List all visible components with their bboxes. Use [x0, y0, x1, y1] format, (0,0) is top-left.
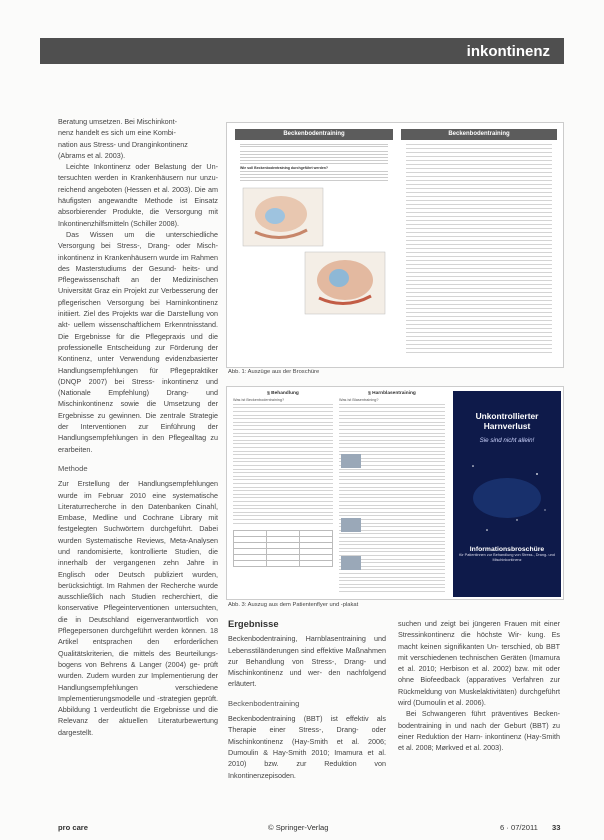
text-line: vergangenen zehn Jahre in Englisch oder: [58, 558, 218, 579]
poster: [453, 391, 561, 597]
text-line: Inkontinenzepisoden.: [228, 770, 296, 780]
text-line: Das Wissen um die unterschiedliche: [66, 229, 218, 239]
header-bar: [40, 38, 564, 64]
text-line: Versorgung bei Stress-, Drang- oder Misch-: [58, 241, 218, 251]
text-line: technischen Geräten (Imamura et al.: [398, 652, 560, 674]
page-number: 33: [552, 823, 561, 832]
intro-text: [58, 116, 218, 161]
flyer-panel-2: [339, 391, 445, 597]
text-line: inkontinenz in Krankenhäusern wurde im: [58, 252, 189, 262]
text-line: Reviews, Meta-Analysen und randomisierte,: [58, 535, 218, 556]
intro-line: (Abrams et al. 2003).: [58, 150, 126, 160]
text-line: inkontinenz (Hay-Smith et al. 2008;: [398, 731, 560, 753]
text-line: Die zentrale Strategie der Interventionen: [58, 410, 218, 432]
text-line: Beckenbodentraining, Harnblasentraining: [228, 634, 366, 644]
figure-1: [226, 122, 564, 368]
flyer-col1-title: § Behandlung: [267, 391, 299, 396]
text-line: tersuchten werden in Krankenhäusern nur unzu-: [58, 173, 218, 183]
flyer-photo: [341, 556, 361, 570]
text-line: reichend angeboten (Hessen et al. 2003). Die am: [58, 184, 218, 194]
text-line: als Therapie einer Stress-, Drang- oder: [228, 714, 386, 735]
figure-1-right-panel: [401, 129, 557, 361]
text-line: Umsetzung der Ergebnisse zu gewinnen.: [58, 399, 218, 420]
text-line: 18 Artikel entsprachen den erforderlichen: [58, 626, 218, 647]
text-line: Maßnahmen zur Behandlung von Stress-,: [228, 645, 386, 666]
paragraph: [398, 618, 560, 708]
text-line: Pflegepersonen durchgeführt werden können.: [58, 626, 207, 636]
text-line: evidenzbasierter Handlungsempfehlungen für: [58, 354, 218, 375]
text-line: Literaturbewertung dargestellt.: [58, 716, 218, 737]
text-line: Förderung der Kontinenz, unter Verwendung: [58, 342, 218, 364]
figure-1-left-title: Beckenbodentraining: [235, 129, 393, 140]
text-line: häufigsten angewandte Methode ist Einsatz: [58, 196, 218, 206]
text-line: ohne Biofeedback (apparatives Verfahren: [398, 675, 544, 685]
flyer-col2-title: § Harnblasentraining: [368, 391, 416, 396]
text-line: kontrollierte Studien, die innerhalb der: [58, 546, 218, 568]
poster-info-title: Informationsbroschüre: [469, 546, 545, 553]
poster-title-line: Unkontrollierter: [475, 411, 539, 421]
left-column: [58, 116, 218, 816]
text-line: zur Verbesserung der pflegerischen: [58, 286, 218, 307]
text-line: terschied, ob BBT mit verschiedenen: [398, 641, 560, 662]
flyer-photo: [341, 518, 361, 532]
text-line: et al. 2010) bzw. zur Reduktion von: [228, 747, 386, 769]
paragraph: [398, 708, 560, 753]
text-line: zur Rückmeldung von Muskelaktivitäten): [398, 675, 560, 696]
text-line: Deutschland eigenverantwortlich von: [88, 614, 218, 624]
figure-1-left-subtitle: Wie soll Beckenbodentraining durchgeführt werden?: [240, 166, 329, 170]
text-line: bogens von Behrens & Langer (2004) ge-: [58, 659, 200, 669]
text-line: Versorgung bei Harninkontinenz initiiert. Ziel: [58, 297, 218, 319]
anatomy-illustration: [235, 182, 393, 332]
footer-publisher: © Springer-Verlag: [268, 823, 329, 832]
text-line: Im Rahmen der Recherche wurde ausschließlich: [58, 580, 218, 602]
text-line: Dumoulin & Hay-Smith 2010; Imamura: [228, 747, 363, 757]
text-line: Beckenbodentraining (BBT) ist effektiv: [228, 714, 369, 724]
text-line: (BBT) zu einer Reduktion der Harn-: [398, 720, 560, 741]
text-line: einer Stressinkontinenz die höchste Wir-: [398, 619, 560, 640]
intro-line: nenz handelt es sich um eine Kombi-: [58, 128, 176, 138]
poster-tagline: Sie sind nicht allein!: [479, 437, 535, 444]
methods-heading: Methode: [58, 463, 88, 473]
figure-1-caption: Abb. 1: Auszüge aus der Broschüre: [228, 369, 320, 375]
figure-2: [226, 386, 564, 600]
text-line: kung. Es macht keinen signifikanten Un-: [398, 630, 560, 651]
text-line: Ergebnisse und die Relevanz der aktuellen: [58, 705, 218, 726]
text-line: bodentraining in und nach der Geburt: [398, 720, 527, 730]
text-line: und Lebensstiländerungen sind effektive: [228, 634, 386, 655]
text-line: durchgeführt wird (Dumoulin et al. 2006).: [398, 686, 560, 708]
bladder-diary-table: [233, 530, 333, 567]
text-line: heits- und Pflegewissenschaft an der: [58, 263, 218, 285]
subheading: Beckenbodentraining: [228, 698, 300, 708]
text-line: Mørkved et al. 2003).: [435, 743, 504, 753]
figure-2-caption: Abb. 3: Auszug aus dem Patientenflyer und -plakat: [228, 602, 359, 608]
text-line: die professionelle Entscheidung zur: [58, 331, 218, 352]
text-line: Pflegeinterventionen untersuchten, die in: [58, 603, 218, 624]
text-line: Library mit festgelegten Suchwörtern: [58, 513, 218, 534]
poster-starfield-graphic: [453, 450, 561, 546]
flyer-panel-1: [233, 391, 333, 597]
text-line: in den Pflegealltag zu erarbeiten.: [58, 433, 218, 454]
text-line: suchen und zeigt bei jüngeren Frauen mit: [398, 619, 541, 628]
text-line: uellem wissenschaftlichem Erkenntnisstand. Die: [58, 320, 218, 341]
intro-line: Beratung umsetzen. Bei Mischinkont-: [58, 117, 178, 126]
text-line: Pflegepraktiker (DNQP 2007) bei Stress-: [58, 365, 218, 386]
text-line: prüft wurden. Zudem wurden zur Implementierung: [58, 659, 218, 681]
text-line: wurde im Februar 2010 eine systematische: [58, 490, 218, 500]
text-line: Cinahl, Embase, Medline und Cochrane: [58, 501, 218, 523]
paragraph: [58, 161, 218, 229]
results-column: [228, 618, 386, 818]
poster-title: [453, 411, 561, 431]
paragraph: [58, 478, 218, 738]
paragraph: [58, 229, 218, 455]
text-line: Drang- und Mischinkontinenz und wer-: [228, 656, 386, 678]
text-line: absorbierender Produkte, die Versorgung: [58, 207, 203, 217]
text-line: Zur Erstellung der Handlungsempfehlungen: [58, 479, 218, 489]
text-line: Medizinischen Universität Graz ein Projekt: [58, 275, 218, 296]
text-line: inkontinenz und (Nationale Empfehlung): [58, 376, 218, 398]
flyer-col1-subtitle: Was ist Beckenbodentraining?: [233, 398, 285, 402]
results-heading: Ergebnisse: [228, 618, 279, 629]
text-line: 2010; Herbison et al. 2002) bzw. mit oder: [418, 664, 560, 674]
text-line: Rahmen des Masterstudiums der Gesund-: [58, 252, 218, 273]
text-line: Ergebnisse für die Pflegepraxis und: [74, 331, 203, 341]
text-line: Literaturrecherche in den Datenbanken: [58, 501, 191, 511]
right-column: [398, 618, 560, 818]
text-line: mit Inkontinenzhilfsmitteln (Schiller 2008).: [58, 207, 218, 228]
flyer-photo: [341, 454, 361, 468]
section-title: inkontinenz: [466, 43, 550, 60]
figure-1-left-panel: [235, 129, 393, 359]
text-line: geprüft. Abbildung 1 verdeutlicht die: [58, 693, 218, 715]
placeholder-text: [406, 144, 552, 356]
text-line: den nachfolgend erläutert.: [228, 668, 386, 689]
text-line: Mischinkontinenz (Hay-Smith et al. 2006;: [228, 736, 386, 746]
text-line: des Projekts war die Darstellung von akt-: [58, 309, 218, 330]
placeholder-text: [233, 404, 333, 526]
text-line: zur Einführung der Handlungsempfehlungen: [58, 422, 218, 443]
text-line: Implementierungsmodelle und -strategien: [58, 693, 192, 703]
footer-issue: 6 · 07/2011: [500, 823, 538, 832]
text-line: Bei Schwangeren führt präventives Becken-: [406, 709, 560, 719]
text-line: Deutsch publiziert wurden, berücksichtigt.: [58, 569, 218, 590]
intro-line: nation aus Stress- und Dranginkontinenz: [58, 139, 188, 149]
text-line: Leichte Inkontinenz oder Belastung der Un-: [66, 162, 218, 172]
footer-journal: pro care: [58, 823, 88, 832]
text-line: nach Studien recherchiert, die konservative: [58, 592, 218, 613]
paragraph: [228, 713, 386, 781]
poster-title-line: Harnverlust: [483, 421, 531, 431]
paragraph: [228, 633, 386, 689]
placeholder-text: [235, 140, 393, 182]
text-line: der Handlungsempfehlungen verschiedene: [58, 671, 218, 692]
poster-info-subtitle: für Patientinnen zur Behandlung von Stress-, Drang- und Mischinkontinenz: [459, 553, 555, 562]
flyer-col2-subtitle: Was ist Blasentraining?: [339, 398, 379, 402]
text-line: Qualitätskriterien, die mittels des Beurteilungs-: [58, 648, 218, 658]
text-line: Drang- und Mischinkontinenz sowie die: [58, 388, 218, 409]
figure-1-right-title: Beckenbodentraining: [401, 129, 557, 140]
text-line: durchgeführt. Dabei wurden Systematische: [58, 524, 218, 545]
